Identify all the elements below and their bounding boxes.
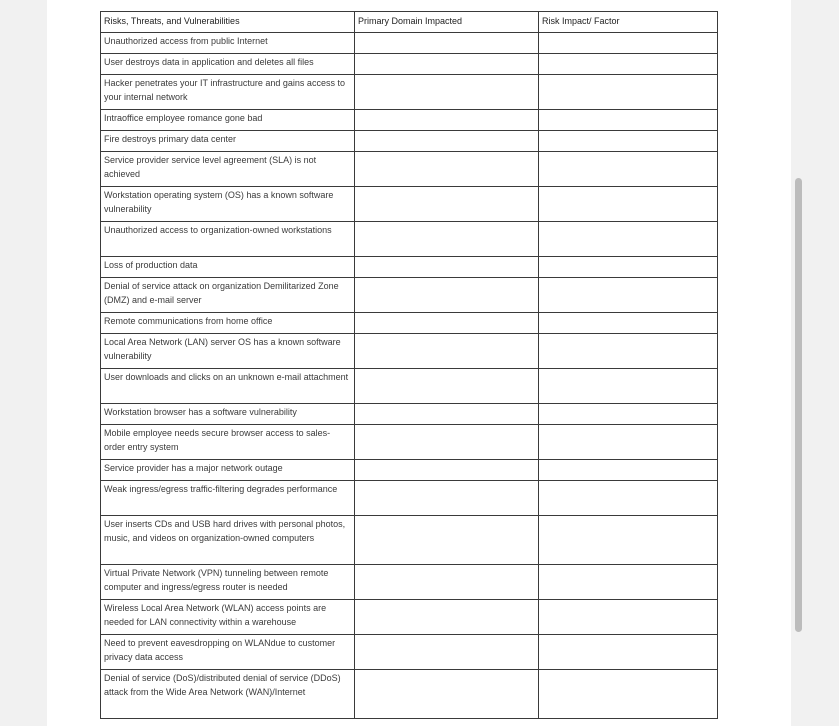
- risk-cell: User destroys data in application and deletes all files: [101, 54, 355, 75]
- table-row: [101, 425, 718, 460]
- table-row: [101, 369, 718, 404]
- risk-cell: Denial of service (DoS)/distributed denial of service (DDoS) attack from the Wide Area Network (WAN)/Internet: [101, 670, 355, 719]
- risk-cell: User inserts CDs and USB hard drives with personal photos, music, and videos on organization-owned computers: [101, 516, 355, 565]
- domain-cell[interactable]: [355, 187, 539, 222]
- domain-cell[interactable]: [355, 257, 539, 278]
- impact-cell[interactable]: [539, 222, 718, 257]
- risk-cell: Workstation browser has a software vulnerability: [101, 404, 355, 425]
- table-row: [101, 404, 718, 425]
- domain-cell[interactable]: [355, 404, 539, 425]
- risk-cell: Wireless Local Area Network (WLAN) access points are needed for LAN connectivity within a warehouse: [101, 600, 355, 635]
- domain-cell[interactable]: [355, 33, 539, 54]
- domain-cell[interactable]: [355, 481, 539, 516]
- impact-cell[interactable]: [539, 187, 718, 222]
- table-row: [101, 257, 718, 278]
- domain-cell[interactable]: [355, 222, 539, 257]
- risk-cell: User downloads and clicks on an unknown e-mail attachment: [101, 369, 355, 404]
- impact-cell[interactable]: [539, 460, 718, 481]
- impact-cell[interactable]: [539, 75, 718, 110]
- table-row: [101, 565, 718, 600]
- domain-cell[interactable]: [355, 313, 539, 334]
- domain-cell[interactable]: [355, 425, 539, 460]
- risk-cell: Remote communications from home office: [101, 313, 355, 334]
- impact-cell[interactable]: [539, 313, 718, 334]
- table-row: [101, 278, 718, 313]
- risk-cell: Loss of production data: [101, 257, 355, 278]
- risk-cell: Service provider has a major network outage: [101, 460, 355, 481]
- table-row: [101, 516, 718, 565]
- impact-cell[interactable]: [539, 278, 718, 313]
- impact-cell[interactable]: [539, 481, 718, 516]
- risk-cell: Hacker penetrates your IT infrastructure and gains access to your internal network: [101, 75, 355, 110]
- risk-cell: Intraoffice employee romance gone bad: [101, 110, 355, 131]
- table-row: [101, 334, 718, 369]
- domain-cell[interactable]: [355, 516, 539, 565]
- table-row: [101, 635, 718, 670]
- impact-cell[interactable]: [539, 635, 718, 670]
- table-row: [101, 75, 718, 110]
- table-row: [101, 481, 718, 516]
- risk-cell: Virtual Private Network (VPN) tunneling between remote computer and ingress/egress router is needed: [101, 565, 355, 600]
- impact-cell[interactable]: [539, 565, 718, 600]
- table-row: [101, 187, 718, 222]
- domain-cell[interactable]: [355, 54, 539, 75]
- impact-cell[interactable]: [539, 516, 718, 565]
- impact-cell[interactable]: [539, 131, 718, 152]
- table-row: [101, 460, 718, 481]
- impact-cell[interactable]: [539, 600, 718, 635]
- impact-cell[interactable]: [539, 33, 718, 54]
- risk-cell: Mobile employee needs secure browser access to sales-order entry system: [101, 425, 355, 460]
- table-row: [101, 600, 718, 635]
- header-primary-domain: Primary Domain Impacted: [355, 12, 539, 33]
- table-row: [101, 222, 718, 257]
- domain-cell[interactable]: [355, 635, 539, 670]
- impact-cell[interactable]: [539, 110, 718, 131]
- domain-cell[interactable]: [355, 670, 539, 719]
- table-row: [101, 670, 718, 719]
- risk-cell: Denial of service attack on organization Demilitarized Zone (DMZ) and e-mail server: [101, 278, 355, 313]
- risk-cell: Service provider service level agreement (SLA) is not achieved: [101, 152, 355, 187]
- domain-cell[interactable]: [355, 334, 539, 369]
- table-row: [101, 152, 718, 187]
- domain-cell[interactable]: [355, 110, 539, 131]
- table-row: [101, 131, 718, 152]
- risk-cell: Unauthorized access from public Internet: [101, 33, 355, 54]
- impact-cell[interactable]: [539, 369, 718, 404]
- impact-cell[interactable]: [539, 334, 718, 369]
- impact-cell[interactable]: [539, 152, 718, 187]
- risk-cell: Local Area Network (LAN) server OS has a known software vulnerability: [101, 334, 355, 369]
- domain-cell[interactable]: [355, 600, 539, 635]
- document-page: [47, 0, 791, 726]
- table-row: [101, 313, 718, 334]
- domain-cell[interactable]: [355, 152, 539, 187]
- domain-cell[interactable]: [355, 75, 539, 110]
- impact-cell[interactable]: [539, 257, 718, 278]
- table-row: [101, 33, 718, 54]
- domain-cell[interactable]: [355, 460, 539, 481]
- impact-cell[interactable]: [539, 425, 718, 460]
- risk-cell: Fire destroys primary data center: [101, 131, 355, 152]
- domain-cell[interactable]: [355, 565, 539, 600]
- risk-cell: Unauthorized access to organization-owned workstations: [101, 222, 355, 257]
- table-row: [101, 110, 718, 131]
- domain-cell[interactable]: [355, 131, 539, 152]
- impact-cell[interactable]: [539, 54, 718, 75]
- header-risk-impact: Risk Impact/ Factor: [539, 12, 718, 33]
- risk-table: [100, 11, 718, 719]
- table-header-row: [101, 12, 718, 33]
- risk-cell: Need to prevent eavesdropping on WLANdue to customer privacy data access: [101, 635, 355, 670]
- header-risks: Risks, Threats, and Vulnerabilities: [101, 12, 355, 33]
- risk-cell: Weak ingress/egress traffic-filtering degrades performance: [101, 481, 355, 516]
- vertical-scrollbar-thumb[interactable]: [795, 178, 802, 632]
- domain-cell[interactable]: [355, 369, 539, 404]
- impact-cell[interactable]: [539, 670, 718, 719]
- table-row: [101, 54, 718, 75]
- risk-cell: Workstation operating system (OS) has a known software vulnerability: [101, 187, 355, 222]
- domain-cell[interactable]: [355, 278, 539, 313]
- impact-cell[interactable]: [539, 404, 718, 425]
